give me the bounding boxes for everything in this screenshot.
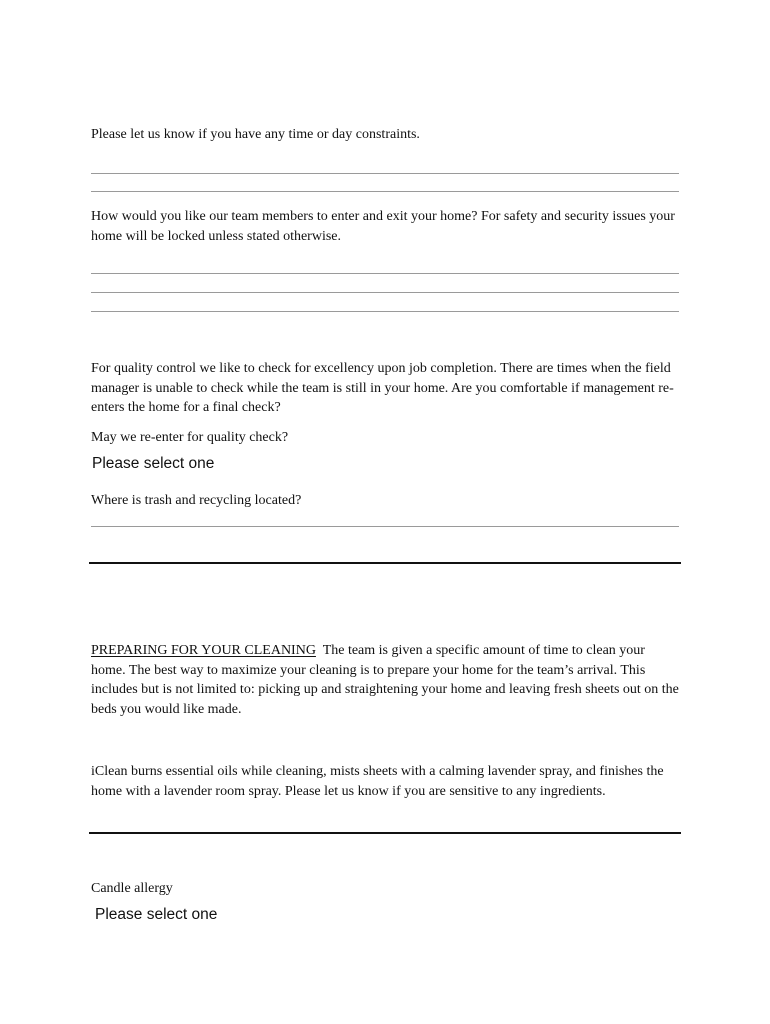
candle-allergy-label: Candle allergy [91, 881, 173, 896]
quality-check-select[interactable] [92, 455, 312, 475]
quality-check-select-value: Please select one [92, 455, 215, 472]
entry-exit-line-2[interactable] [91, 292, 679, 293]
entry-exit-prompt: How would you like our team members to enter and exit your home? For safety and security issues your home will be locked unless stated otherwise. [91, 209, 675, 244]
section-divider-1 [89, 562, 681, 564]
preparing-heading: PREPARING FOR YOUR CLEANING [91, 643, 316, 658]
quality-control-paragraph: For quality control we like to check for excellency upon job completion. There are times when the field manager is unable to check while the team is still in your home. Are you comfortable if management re-enters the home for a final check? [91, 361, 674, 415]
time-constraints-line-1[interactable] [91, 173, 679, 174]
trash-location-line[interactable] [91, 526, 679, 527]
preparing-body: The team is given a specific amount of time to clean your home. The best way to maximize your cleaning is to prepare your home for the team’s arrival. This includes but is not limited to: picking up and straightening your home and leaving fresh sheets out on the beds you would like made. [91, 643, 679, 717]
candle-allergy-select[interactable] [95, 906, 315, 926]
trash-location-prompt: Where is trash and recycling located? [91, 493, 302, 508]
essential-oils-paragraph: iClean burns essential oils while cleaning, mists sheets with a calming lavender spray, and finishes the home with a lavender room spray. Please let us know if you are sensitive to any ingredients. [91, 764, 664, 799]
time-constraints-prompt: Please let us know if you have any time or day constraints. [91, 127, 420, 142]
candle-allergy-select-value: Please select one [95, 906, 218, 923]
entry-exit-line-1[interactable] [91, 273, 679, 274]
entry-exit-line-3[interactable] [91, 311, 679, 312]
section-divider-2 [89, 832, 681, 834]
preparing-paragraph [91, 641, 679, 719]
time-constraints-line-2[interactable] [91, 191, 679, 192]
quality-check-question: May we re-enter for quality check? [91, 430, 289, 445]
